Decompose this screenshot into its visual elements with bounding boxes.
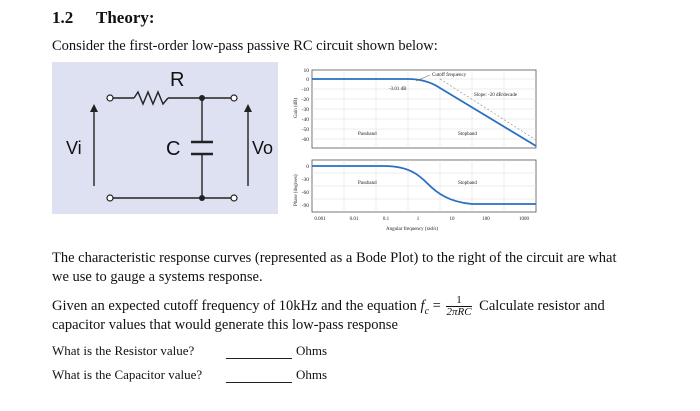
slope-label: Slope: -20 dB/decade: [474, 93, 518, 98]
equation-denominator: 2πRC: [446, 306, 472, 318]
x-tick-0: 0.001: [314, 217, 326, 222]
gain-tick-1: 0: [306, 77, 309, 83]
phase-stopband-label: Stopband: [458, 181, 477, 186]
vi-label: Vi: [66, 138, 82, 158]
bode-plot: [288, 62, 542, 242]
question-capacitor: [52, 367, 202, 383]
vo-label: Vo: [252, 138, 274, 158]
x-axis-label: Angular frequency (rad/s): [386, 227, 438, 232]
paragraph-2-part-2: Calculate resistor and: [479, 297, 605, 314]
phase-tick-2: -60: [301, 190, 309, 196]
gain-tick-4: -30: [301, 107, 309, 113]
cutoff-label: Cutoff frequency: [432, 73, 467, 78]
vo-arrowhead: [244, 104, 252, 112]
db-label: -3.01 dB: [389, 87, 407, 92]
bode-plot-svg: [288, 62, 542, 242]
phase-tick-1: -30: [301, 177, 309, 183]
phase-passband-label: Passband: [358, 181, 377, 186]
x-tick-5: 100: [482, 217, 490, 222]
terminal-in-top: [107, 95, 113, 101]
gain-passband-label: Passband: [358, 132, 377, 137]
question-resistor-text: What is the Resistor value?: [52, 343, 195, 358]
section-number: 1.2: [52, 8, 74, 27]
paragraph-2-part-1: Given an expected cutoff frequency of 10kHz and the equation: [52, 297, 417, 314]
terminal-out-bottom: [231, 195, 237, 201]
section-heading: [52, 8, 155, 28]
paragraph-1-line-2: we use to gauge a systems response.: [52, 269, 263, 285]
equation-fraction: [446, 295, 471, 318]
rc-circuit-svg: [52, 62, 278, 214]
gain-tick-5: -40: [301, 117, 309, 123]
equation-equals: =: [432, 297, 441, 314]
gain-tick-2: -10: [301, 87, 309, 93]
junction-top: [199, 95, 205, 101]
terminal-out-top: [231, 95, 237, 101]
gain-tick-3: -20: [301, 97, 309, 103]
resistor-symbol: [134, 92, 168, 104]
x-tick-3: 1: [416, 217, 420, 222]
x-tick-6: 1000: [519, 217, 529, 222]
gain-tick-7: -60: [301, 137, 309, 143]
gain-tick-0: 10: [303, 68, 309, 74]
resistor-unit: Ohms: [296, 343, 328, 358]
x-tick-1: 0.01: [349, 217, 359, 222]
resistor-answer-blank[interactable]: [226, 357, 292, 359]
question-resistor: [52, 343, 194, 359]
capacitor-label: C: [166, 138, 181, 160]
phase-tick-0: 0: [306, 164, 309, 170]
x-tick-2: 0.1: [382, 217, 390, 222]
gain-stopband-label: Stopband: [458, 132, 477, 137]
paragraph-1-line-1: The characteristic response curves (represented as a Bode Plot) to the right of the circuit are what: [52, 250, 617, 266]
question-capacitor-text: What is the Capacitor value?: [52, 367, 203, 382]
phase-tick-3: -90: [301, 203, 309, 209]
junction-bottom: [199, 195, 205, 201]
paragraph-2-line-2: capacitor values that would generate this low-pass response: [52, 317, 398, 333]
capacitor-answer-blank[interactable]: [226, 381, 292, 383]
vi-arrowhead: [90, 104, 98, 112]
terminal-in-bottom: [107, 195, 113, 201]
gain-tick-6: -50: [301, 127, 309, 133]
x-tick-4: 10: [449, 217, 455, 222]
equation-numerator: 1: [446, 295, 471, 307]
resistor-label: R: [170, 69, 185, 91]
section-title: Theory:: [96, 8, 155, 27]
gain-axis-label: Gain (dB): [294, 97, 299, 118]
circuit-diagram: [52, 62, 278, 214]
intro-text: Consider the first-order low-pass passive RC circuit shown below:: [52, 38, 438, 54]
equation-lhs: $f_c$: [420, 297, 430, 317]
capacitor-unit: Ohms: [296, 367, 328, 382]
phase-axis-label: Phase (degrees): [294, 174, 299, 206]
